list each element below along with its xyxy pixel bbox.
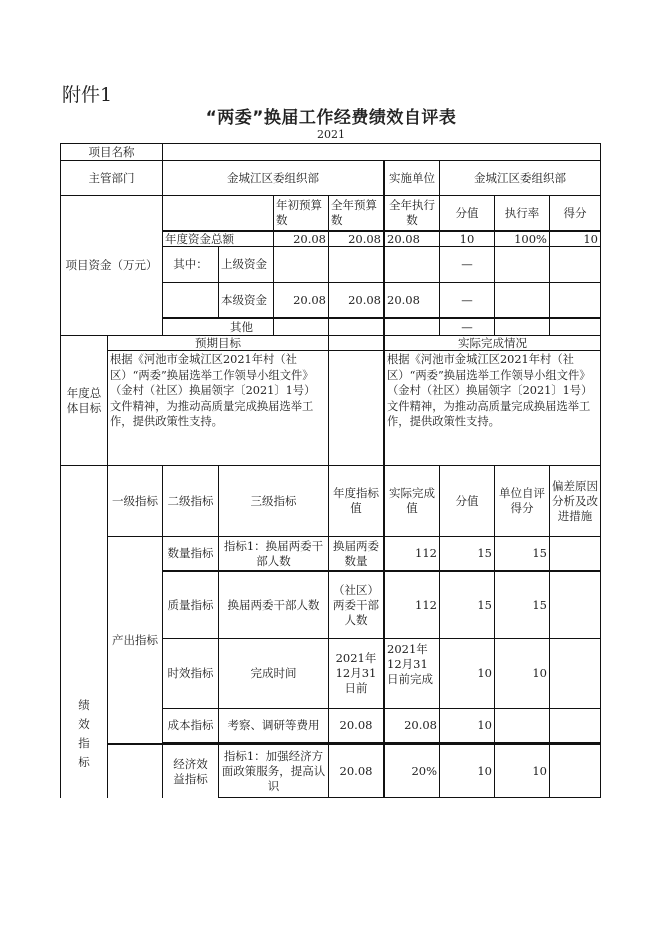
- cost-self-score: [494, 708, 550, 744]
- dept-value: 金城江区委组织部: [162, 160, 385, 196]
- funds-section-label: 项目资金（万元）: [60, 195, 163, 336]
- dept-label: 主管部门: [60, 160, 163, 196]
- timeliness-self-score: 10: [494, 638, 550, 709]
- timeliness-actual: 2021年12月31日前完成: [384, 638, 440, 709]
- indicators-section-text: 绩效指标: [78, 698, 90, 769]
- cost-score-value: 10: [439, 708, 495, 744]
- goals-body-blank: [328, 350, 385, 466]
- funds-local-label: 本级资金: [218, 282, 274, 319]
- funds-total-initial: 20.08: [273, 230, 329, 247]
- economic-level2: [162, 743, 219, 798]
- funds-local-initial: 20.08: [273, 282, 329, 319]
- funds-other-executed: [384, 318, 440, 336]
- funds-local-blank: [162, 282, 219, 319]
- timeliness-level3: 完成时间: [218, 638, 329, 709]
- cost-target: 20.08: [328, 708, 385, 744]
- quantity-target: 换届两委数量: [328, 536, 385, 572]
- impl-unit-value: 金城江区委组织部: [439, 160, 601, 196]
- funds-superior-executed: [384, 246, 440, 283]
- actual-goal-text: 根据《河池市金城江区2021年村（社区）“两委”换届选举工作领导小组文件》（金村（社区）换届领字〔2021〕1号）文件精神，为推动高质量完成换届选举工作，提供政策性支持。: [384, 350, 601, 466]
- cost-deviation: [549, 708, 601, 744]
- funds-superior-label: 上级资金: [218, 246, 274, 283]
- funds-total-label: 年度资金总额: [162, 230, 274, 247]
- funds-other-rate: [494, 318, 550, 336]
- quality-self-score: 15: [494, 571, 550, 639]
- impl-unit-label: 实施单位: [384, 160, 440, 196]
- funds-superior-initial: [273, 246, 329, 283]
- quality-deviation: [549, 571, 601, 639]
- cost-level2: 成本指标: [162, 708, 219, 744]
- economic-deviation: [549, 743, 601, 798]
- col-initial-budget: 年初预算数: [273, 195, 329, 231]
- funds-total-score: 10: [549, 230, 601, 247]
- col-ind-score-value: 分值: [439, 465, 495, 537]
- funds-other-score-value: —: [439, 318, 495, 336]
- funds-local-annual: 20.08: [328, 282, 385, 319]
- col-self-score: 单位自评得分: [494, 465, 550, 537]
- funds-superior-score: [549, 246, 601, 283]
- funds-local-score: [549, 282, 601, 319]
- timeliness-target: 2021年12月31日前: [328, 638, 385, 709]
- expected-goal-header: 预期目标: [107, 335, 329, 351]
- col-annual-executed: 全年执行数: [384, 195, 440, 231]
- funds-header-blank: [162, 195, 274, 231]
- funds-among-label: 其中：: [162, 246, 219, 283]
- col-exec-rate: 执行率: [494, 195, 550, 231]
- quality-level2: 质量指标: [162, 571, 219, 639]
- col-score-value: 分值: [439, 195, 495, 231]
- funds-local-executed: 20.08: [384, 282, 440, 319]
- goals-header-blank: [328, 335, 385, 351]
- project-name-value: [162, 143, 601, 161]
- funds-superior-score-value: —: [439, 246, 495, 283]
- funds-total-score-value: 10: [439, 230, 495, 247]
- funds-total-annual: 20.08: [328, 230, 385, 247]
- indicators-section-label: [60, 465, 108, 798]
- expected-goal-text: 根据《河池市金城江区2021年村（社区）“两委”换届选举工作领导小组文件》（金村（社区）换届领字〔2021〕1号）文件精神，为推动高质量完成换届选举工作，提供政策性支持。: [107, 350, 329, 466]
- funds-other-annual: [328, 318, 385, 336]
- col-level1: 一级指标: [107, 465, 163, 537]
- funds-total-executed: 20.08: [384, 230, 440, 247]
- attachment-label: 附件1: [62, 84, 113, 106]
- economic-self-score: 10: [494, 743, 550, 798]
- economic-actual: 20%: [384, 743, 440, 798]
- col-annual-budget: 全年预算数: [328, 195, 385, 231]
- quality-target: （社区）两委干部人数: [328, 571, 385, 639]
- funds-total-rate: 100%: [494, 230, 550, 247]
- economic-level2-text: 经济效益指标: [173, 756, 208, 786]
- quality-level3: 换届两委干部人数: [218, 571, 329, 639]
- page-title: “两委”换届工作经费绩效自评表: [205, 108, 457, 128]
- col-actual: 实际完成值: [384, 465, 440, 537]
- col-target: 年度指标值: [328, 465, 385, 537]
- quality-score-value: 15: [439, 571, 495, 639]
- cost-actual: 20.08: [384, 708, 440, 744]
- group-benefit-label: [107, 743, 163, 798]
- funds-local-score-value: —: [439, 282, 495, 319]
- quantity-level3: 指标1：换届两委干部人数: [218, 536, 329, 572]
- quantity-level2: 数量指标: [162, 536, 219, 572]
- quantity-deviation: [549, 536, 601, 572]
- report-year: 2021: [317, 128, 345, 141]
- timeliness-level2: 时效指标: [162, 638, 219, 709]
- cost-level3: 考察、调研等费用: [218, 708, 329, 744]
- quantity-actual: 112: [384, 536, 440, 572]
- project-name-label: 项目名称: [60, 143, 163, 161]
- economic-score-value: 10: [439, 743, 495, 798]
- actual-goal-header: 实际完成情况: [384, 335, 601, 351]
- economic-target: 20.08: [328, 743, 385, 798]
- quantity-score-value: 15: [439, 536, 495, 572]
- economic-level3: 指标1：加强经济方面政策服务，提高认识: [218, 743, 329, 798]
- group-output-label: 产出指标: [107, 536, 163, 744]
- quality-actual: 112: [384, 571, 440, 639]
- funds-other-initial: [273, 318, 329, 336]
- funds-other-label: 其他: [162, 318, 274, 336]
- timeliness-score-value: 10: [439, 638, 495, 709]
- col-level2: 二级指标: [162, 465, 219, 537]
- col-level3: 三级指标: [218, 465, 329, 537]
- funds-superior-rate: [494, 246, 550, 283]
- col-deviation: 偏差原因分析及改进措施: [549, 465, 601, 537]
- funds-local-rate: [494, 282, 550, 319]
- goals-section-label: 年度总体目标: [60, 335, 108, 466]
- funds-superior-annual: [328, 246, 385, 283]
- col-score: 得分: [549, 195, 601, 231]
- timeliness-deviation: [549, 638, 601, 709]
- quantity-self-score: 15: [494, 536, 550, 572]
- funds-other-score: [549, 318, 601, 336]
